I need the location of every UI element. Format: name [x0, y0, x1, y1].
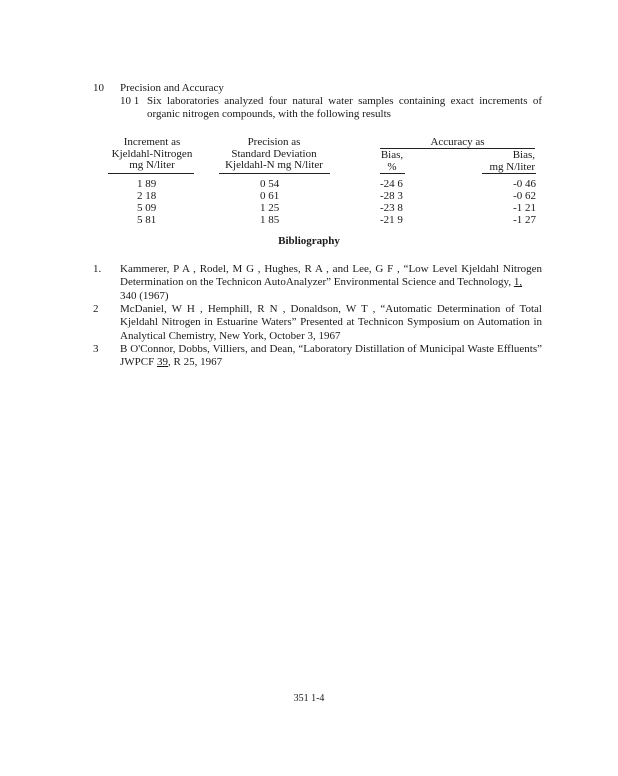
- page-number: 351 1-4: [293, 693, 325, 704]
- rule: [380, 173, 405, 174]
- column-bias-pct: [380, 178, 410, 226]
- ref-text: Kammerer, P A , Rodel, M G , Hughes, R A , and Lee, G F , “Low Level Kjeldahl Nitrogen Determination on the Technicon AutoAnalyzer” Environmental Science and Technology,: [120, 263, 542, 289]
- rule: [219, 173, 330, 174]
- cell: 1 89: [137, 178, 157, 190]
- cell: 2 18: [137, 190, 157, 202]
- column-increment: [137, 178, 167, 226]
- reference-2: [120, 303, 542, 343]
- cell: -28 3: [380, 190, 403, 202]
- rule: [380, 148, 535, 149]
- header-line: %: [387, 160, 397, 173]
- header-line: mg N/liter: [129, 159, 175, 171]
- header-bias-pct: [372, 150, 412, 173]
- header-accuracy: Accuracy as: [430, 136, 485, 148]
- header-precision: [218, 137, 330, 172]
- ref-number: 1.: [93, 263, 102, 275]
- header-increment: [107, 137, 197, 172]
- cell: -1 27: [513, 214, 536, 226]
- header-line: mg N/liter: [489, 160, 535, 173]
- cell: -0 62: [513, 190, 536, 202]
- rule: [482, 173, 536, 174]
- cell: 0 54: [260, 178, 280, 190]
- header-line: Precision as: [247, 136, 301, 148]
- cell: 1 25: [260, 202, 280, 214]
- ref-volume: 1,: [513, 276, 523, 289]
- header-bias-mg: [480, 150, 540, 173]
- ref-text: 340 (1967): [120, 289, 169, 302]
- ref-text: McDaniel, W H , Hemphill, R N , Donaldson, W T , “Automatic Determination of Total Kjeldahl Nitrogen in Estuarine Waters” Presented at Technicon Symposium on Automation in Analytical Chemistry, New York, October 3, 1967: [120, 303, 542, 342]
- section-title: Precision and Accuracy: [120, 82, 224, 94]
- cell: -21 9: [380, 214, 403, 226]
- cell: 1 85: [260, 214, 280, 226]
- ref-number: 3: [93, 343, 99, 355]
- header-line: Kjeldahl-N mg N/liter: [225, 159, 323, 171]
- cell: -23 8: [380, 202, 403, 214]
- rule: [108, 173, 194, 174]
- header-line: Increment as: [123, 136, 181, 148]
- cell: -24 6: [380, 178, 403, 190]
- reference-3: [120, 343, 542, 370]
- reference-1: [120, 263, 542, 303]
- cell: -1 21: [513, 202, 536, 214]
- header-line: Standard Deviation: [231, 147, 317, 160]
- header-line: Bias,: [380, 149, 404, 161]
- bibliography-title: Bibliography: [278, 235, 340, 247]
- header-line: Kjeldahl-Nitrogen: [111, 147, 193, 160]
- column-bias-mg: [500, 178, 536, 226]
- cell: 0 61: [260, 190, 280, 202]
- cell: 5 09: [137, 202, 157, 214]
- ref-text: , R 25, 1967: [168, 356, 223, 369]
- ref-volume: 39: [157, 356, 168, 369]
- ref-text: B O'Connor, Dobbs, Villiers, and Dean, “Laboratory Distillation of Municipal Waste Effluents” JWPCF: [120, 343, 542, 369]
- column-precision: [260, 178, 290, 226]
- subsection-text: Six laboratories analyzed four natural water samples containing exact increments of organic nitrogen compounds, with the following results: [147, 95, 542, 121]
- section-number: 10: [93, 82, 104, 94]
- ref-number: 2: [93, 303, 99, 315]
- cell: -0 46: [513, 178, 536, 190]
- subsection-number: 10 1: [120, 95, 140, 107]
- header-line: Bias,: [512, 149, 535, 161]
- cell: 5 81: [137, 214, 157, 226]
